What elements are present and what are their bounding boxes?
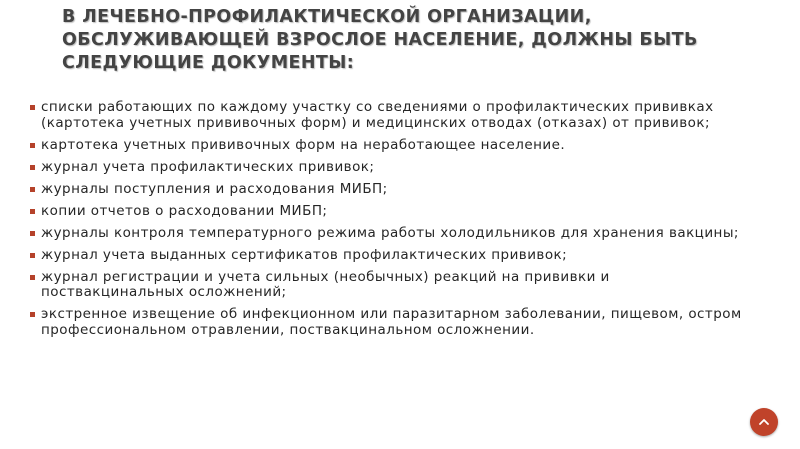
list-item-text: картотека учетных прививочных форм на неработающее население. [41, 136, 566, 153]
list-item-text: экстренное извещение об инфекционном или паразитарном заболевании, пищевом, остром профессиональном отравлении, поствакцинальном осложнении. [41, 306, 742, 338]
chevron-up-icon [757, 415, 771, 429]
bullet-icon [30, 165, 35, 170]
list-item [30, 270, 750, 301]
list-item-text: журнал регистрации и учета сильных (необычных) реакций на прививки и поствакцинальных осложнений; [41, 268, 610, 300]
list-item-text: журналы поступления и расходования МИБП; [41, 180, 388, 197]
list-item [30, 204, 750, 220]
slide-title: В ЛЕЧЕБНО-ПРОФИЛАКТИЧЕСКОЙ ОРГАНИЗАЦИИ, ОБСЛУЖИВАЮЩЕЙ ВЗРОСЛОЕ НАСЕЛЕНИЕ, ДОЛЖНЫ БЫТЬ СЛЕДУЮЩИЕ ДОКУМЕНТЫ: [62, 7, 698, 73]
bullet-icon [30, 105, 35, 110]
list-item-text: копии отчетов о расходовании МИБП; [41, 202, 328, 219]
bullet-icon [30, 275, 35, 280]
list-item-text: списки работающих по каждому участку со сведениями о профилактических прививках (картотека учетных прививочных форм) и медицинских отводах (отказах) от прививок; [41, 99, 714, 131]
list-item [30, 226, 750, 242]
list-item [30, 307, 750, 338]
list-item [30, 160, 750, 176]
list-item-text: журнал учета профилактических прививок; [41, 158, 375, 175]
list-item [30, 100, 750, 131]
list-item [30, 182, 750, 198]
bullet-icon [30, 253, 35, 258]
bullet-icon [30, 231, 35, 236]
bullet-icon [30, 143, 35, 148]
list-item-text: журнал учета выданных сертификатов профилактических прививок; [41, 246, 568, 263]
bullet-icon [30, 209, 35, 214]
list-item [30, 248, 750, 264]
document-list [30, 100, 750, 345]
bullet-icon [30, 187, 35, 192]
list-item [30, 138, 750, 154]
list-item-text: журналы контроля температурного режима работы холодильников для хранения вакцины; [41, 224, 739, 241]
next-slide-button[interactable] [750, 408, 778, 436]
bullet-icon [30, 312, 35, 317]
